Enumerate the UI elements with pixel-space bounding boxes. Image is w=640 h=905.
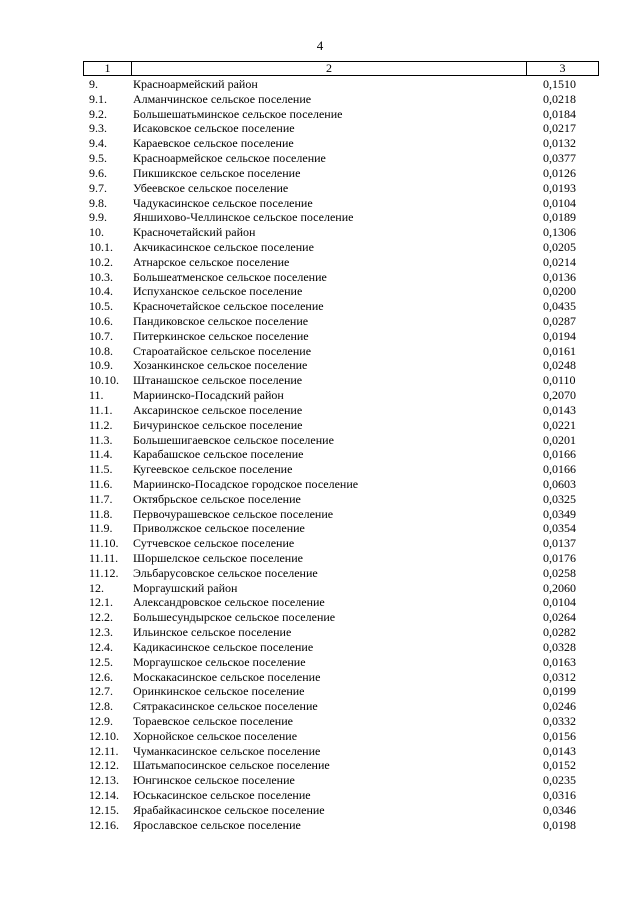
table-row (83, 299, 598, 314)
row-number: 11. (89, 388, 104, 403)
row-value: 0,0264 (543, 610, 576, 625)
row-name: Шатьмапосинское сельское поселение (133, 758, 330, 773)
table-row (83, 818, 598, 833)
row-value: 0,0194 (543, 328, 576, 343)
table-row (83, 566, 598, 581)
row-value: 0,0189 (543, 210, 576, 225)
row-name: Оринкинское сельское поселение (133, 684, 305, 699)
row-value: 0,0258 (543, 565, 576, 580)
row-value: 0,0218 (543, 91, 576, 106)
row-value: 0,0132 (543, 136, 576, 151)
row-name: Карабашское сельское поселение (133, 447, 304, 462)
table-row (83, 92, 598, 107)
table-row (83, 107, 598, 122)
row-name: Хорнойское сельское поселение (133, 728, 298, 743)
row-value: 0,1306 (543, 225, 576, 240)
row-number: 11.12. (89, 565, 119, 580)
row-name: Октябрьское сельское поселение (133, 491, 301, 506)
row-name: Пандиковское сельское поселение (133, 314, 309, 328)
table-row (83, 729, 598, 744)
row-name: Кугеевское сельское поселение (133, 462, 293, 477)
row-name: Большеатменское сельское поселение (133, 269, 327, 284)
row-name: Приволжское сельское поселение (133, 521, 305, 536)
row-value: 0,0214 (543, 254, 576, 269)
table-header (83, 61, 599, 76)
row-number: 9.4. (89, 136, 107, 151)
row-name: Эльбарусовское сельское поселение (133, 565, 318, 580)
row-name: Большесундырское сельское поселение (133, 610, 336, 625)
row-number: 11.4. (89, 447, 113, 462)
row-name: Александровское сельское поселение (133, 595, 325, 610)
row-value: 0,0184 (543, 106, 576, 121)
row-value: 0,0136 (543, 269, 576, 284)
row-number: 12.5. (89, 654, 113, 669)
table-row (83, 284, 598, 299)
table-row (83, 714, 598, 729)
table-row (83, 373, 598, 388)
row-value: 0,1510 (543, 77, 576, 91)
table-row (83, 684, 598, 699)
header-col-1: 1 (84, 62, 132, 76)
table-row (83, 581, 598, 596)
row-number: 12.15. (89, 802, 119, 817)
row-number: 9.2. (89, 106, 107, 121)
row-name: Ильинское сельское поселение (133, 625, 292, 640)
row-value: 0,0282 (543, 625, 576, 640)
table-row (83, 462, 598, 477)
table-row (83, 788, 598, 803)
header-col-2: 2 (132, 62, 527, 76)
row-number: 10. (89, 225, 104, 240)
row-number: 12.10. (89, 728, 119, 743)
row-value: 0,0137 (543, 536, 576, 551)
row-name: Шоршелское сельское поселение (133, 551, 303, 565)
row-value: 0,0152 (543, 758, 576, 773)
row-value: 0,0221 (543, 417, 576, 432)
table-row (83, 196, 598, 211)
row-name: Ярославское сельское поселение (133, 817, 301, 832)
row-name: Сутчевское сельское поселение (133, 536, 295, 551)
table-row (83, 344, 598, 359)
row-name: Красноармейский район (133, 77, 258, 91)
row-name: Красночетайский район (133, 225, 256, 240)
row-number: 12.14. (89, 788, 119, 802)
row-value: 0,0166 (543, 462, 576, 477)
table-row (83, 758, 598, 773)
table-row (83, 166, 598, 181)
row-name: Красночетайское сельское поселение (133, 299, 324, 314)
row-name: Староатайское сельское поселение (133, 343, 312, 358)
row-name: Атнарское сельское поселение (133, 254, 290, 269)
row-value: 0,0435 (543, 299, 576, 314)
table-row (83, 640, 598, 655)
table-row (83, 329, 598, 344)
table-row (83, 610, 598, 625)
row-name: Мариинско-Посадское городское поселение (133, 476, 359, 491)
row-name: Красноармейское сельское поселение (133, 151, 326, 166)
row-name: Чадукасинское сельское поселение (133, 195, 313, 210)
row-number: 11.2. (89, 417, 113, 432)
row-value: 0,0332 (543, 713, 576, 728)
table-row (83, 151, 598, 166)
table-row (83, 536, 598, 551)
table-row (83, 418, 598, 433)
row-number: 9.6. (89, 165, 107, 180)
row-name: Испуханское сельское поселение (133, 284, 303, 299)
table-row (83, 492, 598, 507)
row-name: Алманчинское сельское поселение (133, 91, 312, 106)
row-name: Чуманкасинское сельское поселение (133, 743, 321, 758)
row-number: 10.1. (89, 239, 113, 254)
table-row (83, 773, 598, 788)
row-number: 10.7. (89, 328, 113, 343)
table-row (83, 240, 598, 255)
row-value: 0,0104 (543, 595, 576, 610)
row-value: 0,0198 (543, 817, 576, 832)
table-row (83, 121, 598, 136)
row-number: 12.6. (89, 669, 113, 684)
row-name: Мариинско-Посадский район (133, 388, 284, 403)
row-number: 12.1. (89, 595, 113, 610)
row-name: Первочурашевское сельское поселение (133, 506, 334, 521)
row-name: Хозанкинское сельское поселение (133, 358, 308, 373)
row-number: 9.1. (89, 91, 107, 106)
row-value: 0,0217 (543, 121, 576, 136)
row-number: 9.3. (89, 121, 107, 136)
table-row (83, 699, 598, 714)
row-value: 0,0603 (543, 476, 576, 491)
row-number: 12.7. (89, 684, 113, 699)
row-number: 11.11. (89, 551, 119, 565)
row-value: 0,0201 (543, 432, 576, 447)
row-number: 12.3. (89, 625, 113, 640)
row-number: 11.6. (89, 476, 113, 491)
row-number: 12.8. (89, 699, 113, 714)
row-number: 11.10. (89, 536, 119, 551)
table-row (83, 670, 598, 685)
row-number: 12.11. (89, 743, 119, 758)
row-number: 10.2. (89, 254, 113, 269)
row-value: 0,0346 (543, 802, 576, 817)
table-row (83, 225, 598, 240)
row-number: 12.9. (89, 713, 113, 728)
row-number: 10.5. (89, 299, 113, 314)
row-name: Бичуринское сельское поселение (133, 417, 303, 432)
table-row (83, 803, 598, 818)
row-number: 12. (89, 580, 104, 595)
row-name: Сятракасинское сельское поселение (133, 699, 318, 714)
row-value: 0,0163 (543, 654, 576, 669)
row-value: 0,0143 (543, 743, 576, 758)
row-name: Штанашское сельское поселение (133, 373, 303, 388)
row-value: 0,0328 (543, 639, 576, 654)
table-row (83, 388, 598, 403)
row-number: 12.4. (89, 639, 113, 654)
table-row (83, 477, 598, 492)
row-value: 0,0248 (543, 358, 576, 373)
row-number: 12.16. (89, 817, 119, 832)
row-name: Москакасинское сельское поселение (133, 669, 321, 684)
header-col-3: 3 (527, 62, 599, 76)
row-number: 12.12. (89, 758, 119, 773)
row-name: Исаковское сельское поселение (133, 121, 295, 136)
row-value: 0,0161 (543, 343, 576, 358)
row-value: 0,0193 (543, 180, 576, 195)
row-number: 10.10. (89, 373, 119, 388)
row-number: 12.2. (89, 610, 113, 625)
row-value: 0,0143 (543, 402, 576, 417)
table-row (83, 314, 598, 329)
row-name: Моргаушское сельское поселение (133, 654, 306, 669)
table-row (83, 447, 598, 462)
row-value: 0,0156 (543, 728, 576, 743)
table-row (83, 136, 598, 151)
table-row (83, 744, 598, 759)
table-row (83, 521, 598, 536)
row-number: 9. (89, 77, 98, 91)
row-name: Тораевское сельское поселение (133, 713, 293, 728)
row-name: Аксаринское сельское поселение (133, 402, 303, 417)
table-row (83, 270, 598, 285)
row-number: 10.9. (89, 358, 113, 373)
table-row (83, 77, 598, 92)
row-value: 0,2060 (543, 580, 576, 595)
row-value: 0,0325 (543, 491, 576, 506)
row-name: Караевское сельское поселение (133, 136, 294, 151)
row-value: 0,0205 (543, 239, 576, 254)
row-name: Большешигаевское сельское поселение (133, 432, 334, 447)
row-number: 11.1. (89, 402, 113, 417)
row-number: 10.3. (89, 269, 113, 284)
row-value: 0,0235 (543, 773, 576, 788)
row-name: Питеркинское сельское поселение (133, 328, 309, 343)
row-value: 0,0377 (543, 151, 576, 166)
row-value: 0,0176 (543, 551, 576, 565)
row-number: 10.4. (89, 284, 113, 299)
table-row (83, 655, 598, 670)
row-value: 0,0199 (543, 684, 576, 699)
row-number: 11.7. (89, 491, 113, 506)
row-value: 0,0246 (543, 699, 576, 714)
page-number: 4 (316, 38, 324, 53)
row-name: Акчикасинское сельское поселение (133, 239, 314, 254)
row-number: 11.9. (89, 521, 113, 536)
row-number: 11.8. (89, 506, 113, 521)
row-number: 11.5. (89, 462, 113, 477)
row-name: Убеевское сельское поселение (133, 180, 289, 195)
row-name: Ярабайкасинское сельское поселение (133, 802, 325, 817)
row-value: 0,0126 (543, 165, 576, 180)
table-row (83, 507, 598, 522)
row-number: 9.9. (89, 210, 107, 225)
row-number: 9.8. (89, 195, 107, 210)
table-row (83, 210, 598, 225)
row-number: 10.6. (89, 314, 113, 328)
row-number: 10.8. (89, 343, 113, 358)
row-name: Кадикасинское сельское поселение (133, 639, 314, 654)
row-name: Юнгинское сельское поселение (133, 773, 295, 788)
row-value: 0,0312 (543, 669, 576, 684)
row-value: 0,0287 (543, 314, 576, 328)
row-number: 11.3. (89, 432, 113, 447)
row-name: Большешатьминское сельское поселение (133, 106, 343, 121)
table-row (83, 255, 598, 270)
row-value: 0,0110 (543, 373, 576, 388)
table-row (83, 358, 598, 373)
row-value: 0,0104 (543, 195, 576, 210)
row-number: 9.5. (89, 151, 107, 166)
table-row (83, 595, 598, 610)
row-name: Моргаушский район (133, 580, 238, 595)
table-body (83, 77, 598, 832)
table-row (83, 403, 598, 418)
row-value: 0,0349 (543, 506, 576, 521)
table-row (83, 551, 598, 566)
row-value: 0,0354 (543, 521, 576, 536)
row-number: 12.13. (89, 773, 119, 788)
table-row (83, 433, 598, 448)
table-row (83, 625, 598, 640)
row-name: Яншихово-Челлинское сельское поселение (133, 210, 354, 225)
row-value: 0,0316 (543, 788, 576, 802)
row-value: 0,0166 (543, 447, 576, 462)
row-number: 9.7. (89, 180, 107, 195)
row-name: Юськасинское сельское поселение (133, 788, 311, 802)
table-row (83, 181, 598, 196)
row-name: Пикшикское сельское поселение (133, 165, 301, 180)
row-value: 0,0200 (543, 284, 576, 299)
row-value: 0,2070 (543, 388, 576, 403)
